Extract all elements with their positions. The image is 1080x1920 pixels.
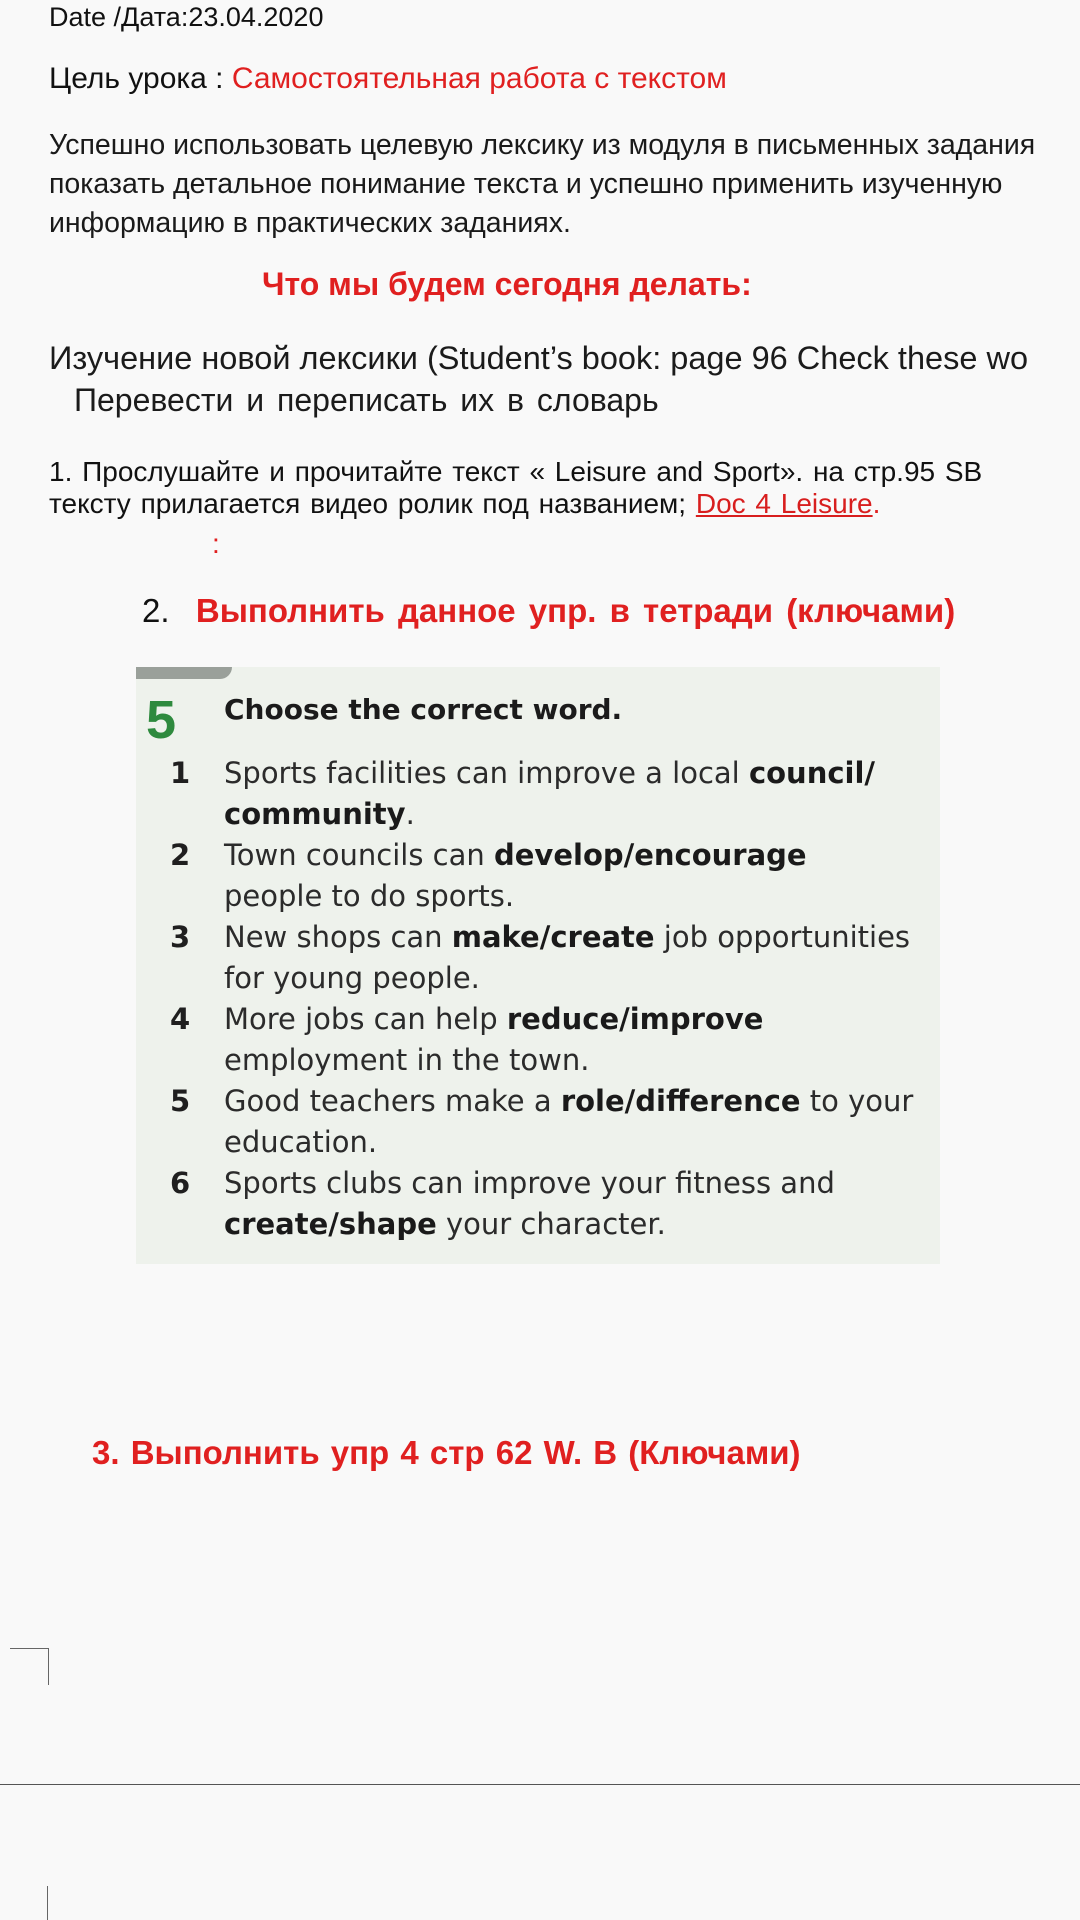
- step3: 3. Выполнить упр 4 стр 62 W. B (Ключами): [92, 1434, 801, 1471]
- page-corner-decoration: [136, 667, 232, 679]
- lesson-goal: [49, 62, 727, 96]
- item-number: 1: [170, 756, 191, 790]
- step2-text: Выполнить данное упр. в тетради (ключами): [195, 592, 956, 629]
- today-heading: Что мы будем сегодня делать:: [262, 266, 752, 302]
- step1-line: [49, 488, 880, 520]
- step1-period: .: [872, 488, 881, 519]
- step1-colon: :: [212, 528, 220, 559]
- vocab-task-line: Изучение новой лексики (Student’s book: page 96 Check these wo: [49, 340, 1029, 376]
- step2: [142, 592, 955, 630]
- exercise-image: [136, 667, 940, 1264]
- page-margin-mark: [47, 1886, 48, 1920]
- item-number: 2: [170, 838, 191, 872]
- description-line: показать детальное понимание текста и успешно применить изученную: [49, 168, 1003, 200]
- item-number: 5: [170, 1084, 191, 1118]
- item-number: 3: [170, 920, 191, 954]
- goal-label: Цель урока :: [49, 62, 232, 95]
- step1-line: 1. Прослушайте и прочитайте текст « Leisure and Sport». на стр.95 SB: [49, 456, 983, 487]
- doc-link[interactable]: Doc 4 Leisure: [695, 488, 873, 519]
- lesson-description: [49, 126, 1035, 243]
- description-line: информацию в практических заданиях.: [49, 207, 571, 239]
- date-line: Date /Дата:23.04.2020: [49, 2, 324, 32]
- item-text: Good teachers make a role/difference to your education.: [224, 1084, 914, 1159]
- item-number: 6: [170, 1166, 191, 1200]
- exercise-title: Choose the correct word.: [224, 693, 623, 726]
- exercise-number: 5: [146, 690, 177, 750]
- goal-value: Самостоятельная работа с текстом: [231, 62, 727, 95]
- item-text: Sports facilities can improve a local council/ community.: [224, 756, 876, 831]
- item-number: 4: [170, 1002, 191, 1036]
- item-text: New shops can make/create job opportunities for young people.: [224, 920, 911, 995]
- description-line: Успешно использовать целевую лексику из модуля в письменных задания: [49, 129, 1036, 161]
- item-text: Sports clubs can improve your fitness and create/shape your character.: [224, 1166, 835, 1241]
- step1-text: тексту прилагается видео ролик под названием;: [49, 488, 696, 519]
- page-margin-mark: [10, 1648, 49, 1685]
- step2-number: 2.: [142, 592, 170, 629]
- vocab-task-line: Перевести и переписать их в словарь: [74, 382, 659, 418]
- item-text: More jobs can help reduce/improve employment in the town.: [224, 1002, 764, 1077]
- item-text: Town councils can develop/encourage people to do sports.: [224, 838, 807, 913]
- page-divider: [0, 1784, 1080, 1785]
